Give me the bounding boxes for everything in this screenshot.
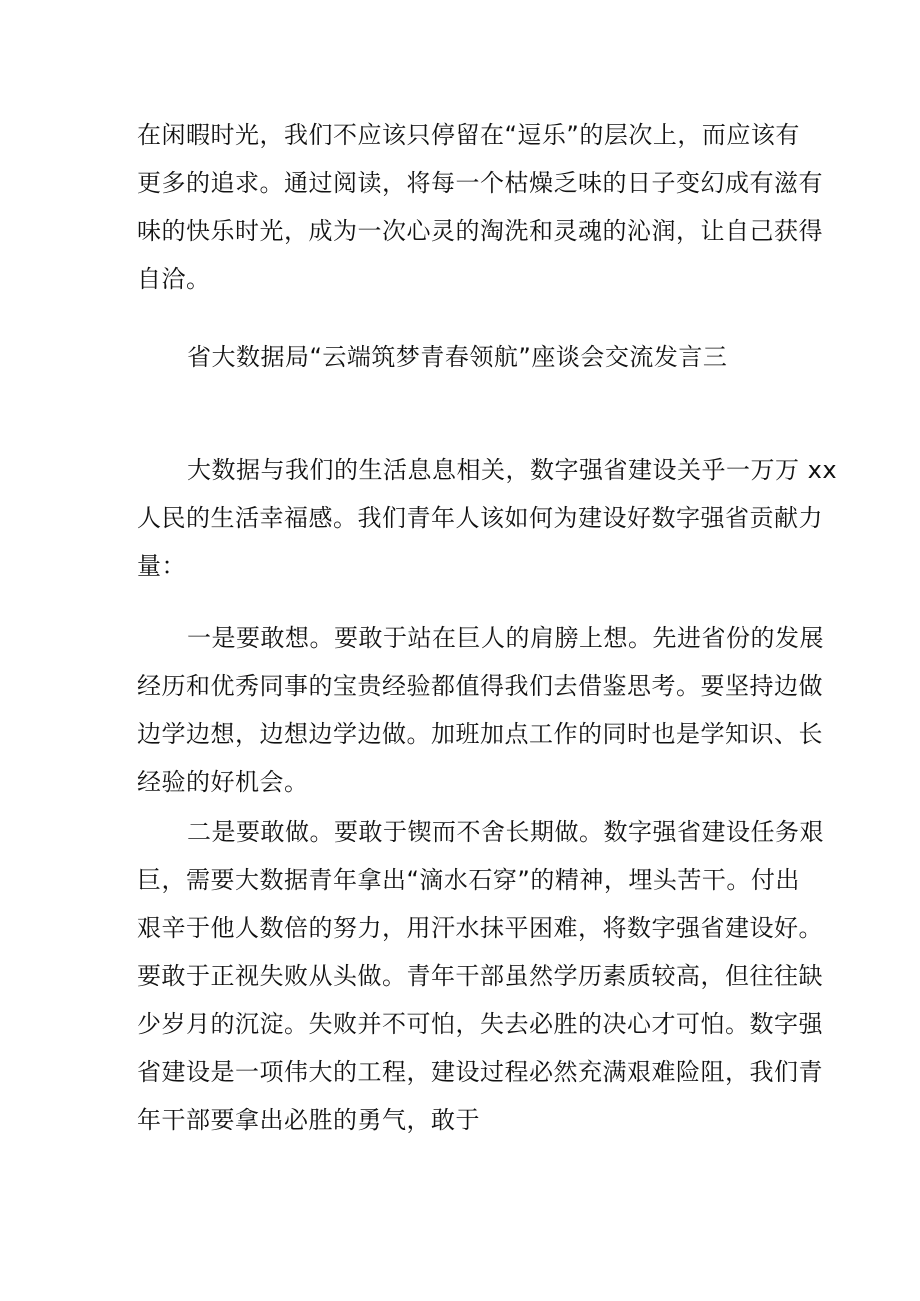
text-line: 巨，需要大数据青年拿出“滴水石穿”的精神，埋头苦干。付出 xyxy=(137,866,800,894)
text-line: 大数据与我们的生活息息相关，数字强省建设关乎一万万 xx xyxy=(187,456,838,484)
text-line: 省建设是一项伟大的工程，建设过程必然充满艰难险阻，我们青 xyxy=(137,1058,823,1086)
text-line: 二是要敢做。要敢于锲而不舍长期做。数字强省建设任务艰 xyxy=(187,818,824,846)
text-line: 经验的好机会。 xyxy=(137,768,309,796)
text-line: 年干部要拿出必胜的勇气，敢于 xyxy=(137,1106,480,1134)
text-line: 艰辛于他人数倍的努力，用汗水抹平困难，将数字强省建设好。 xyxy=(137,914,823,942)
paragraph-intro xyxy=(137,446,838,590)
heading-text: 省大数据局“云端筑梦青春领航”座谈会交流发言三 xyxy=(187,343,728,371)
paragraph-dare-to-act xyxy=(137,808,824,1144)
text-line: 量： xyxy=(137,552,186,580)
paragraph-leisure-reading xyxy=(137,111,823,303)
text-line: 少岁月的沉淀。失败并不可怕，失去必胜的决心才可怕。数字强 xyxy=(137,1010,823,1038)
text-line: 边学边想，边想边学边做。加班加点工作的同时也是学知识、长 xyxy=(137,720,823,748)
text-line: 经历和优秀同事的宝贵经验都值得我们去借鉴思考。要坚持边做 xyxy=(137,672,823,700)
text-line: 人民的生活幸福感。我们青年人该如何为建设好数字强省贡献力 xyxy=(137,504,823,532)
text-line: 一是要敢想。要敢于站在巨人的肩膀上想。先进省份的发展 xyxy=(187,624,824,652)
paragraph-dare-to-think xyxy=(137,614,824,806)
text-line: 自洽。 xyxy=(137,265,211,293)
section-heading xyxy=(137,333,787,381)
text-line: 味的快乐时光，成为一次心灵的淘洗和灵魂的沁润，让自己获得 xyxy=(137,217,823,245)
text-line: 要敢于正视失败从头做。青年干部虽然学历素质较高，但往往缺 xyxy=(137,962,823,990)
text-line: 在闲暇时光，我们不应该只停留在“逗乐”的层次上，而应该有 xyxy=(137,121,800,149)
text-line: 更多的追求。通过阅读，将每一个枯燥乏味的日子变幻成有滋有 xyxy=(137,169,823,197)
